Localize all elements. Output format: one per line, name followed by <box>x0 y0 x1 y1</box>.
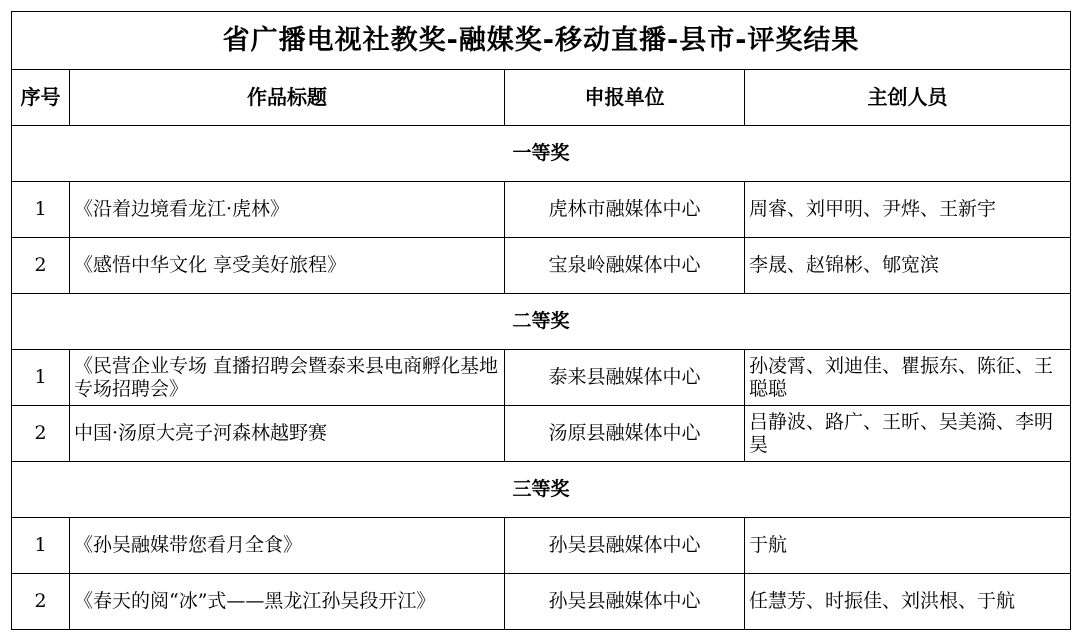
row-unit: 孙吴县融媒体中心 <box>505 518 745 574</box>
row-work-title: 《孙吴融媒带您看月全食》 <box>70 518 505 574</box>
row-unit: 宝泉岭融媒体中心 <box>505 238 745 294</box>
table-row <box>12 406 1071 462</box>
group-row-second-prize <box>12 294 1071 350</box>
table-row <box>12 574 1071 630</box>
group-row-third-prize <box>12 462 1071 518</box>
award-results-table <box>11 11 1071 630</box>
header-no: 序号 <box>12 70 70 126</box>
row-work-title: 《沿着边境看龙江·虎林》 <box>70 182 505 238</box>
row-no: 2 <box>12 406 70 462</box>
table-row <box>12 238 1071 294</box>
row-creators: 周睿、刘甲明、尹烨、王新宇 <box>745 182 1071 238</box>
table-title: 省广播电视社教奖-融媒奖-移动直播-县市-评奖结果 <box>12 12 1071 70</box>
row-no: 1 <box>12 518 70 574</box>
group-label: 二等奖 <box>12 294 1071 350</box>
row-unit: 孙吴县融媒体中心 <box>505 574 745 630</box>
table-row <box>12 182 1071 238</box>
row-no: 1 <box>12 350 70 406</box>
header-row <box>12 70 1071 126</box>
row-creators: 李晟、赵锦彬、郇宽滨 <box>745 238 1071 294</box>
row-no: 1 <box>12 182 70 238</box>
row-work-title: 《感悟中华文化 享受美好旅程》 <box>70 238 505 294</box>
table-row <box>12 350 1071 406</box>
title-row <box>12 12 1071 70</box>
header-unit: 申报单位 <box>505 70 745 126</box>
row-no: 2 <box>12 574 70 630</box>
row-no: 2 <box>12 238 70 294</box>
row-unit: 虎林市融媒体中心 <box>505 182 745 238</box>
row-creators: 孙凌霄、刘迪佳、瞿振东、陈征、王聪聪 <box>745 350 1071 406</box>
row-work-title: 《春天的阅“冰”式——黑龙江孙吴段开江》 <box>70 574 505 630</box>
row-creators: 于航 <box>745 518 1071 574</box>
group-label: 一等奖 <box>12 126 1071 182</box>
row-creators: 吕静波、路广、王昕、吴美漪、李明昊 <box>745 406 1071 462</box>
header-work-title: 作品标题 <box>70 70 505 126</box>
row-unit: 泰来县融媒体中心 <box>505 350 745 406</box>
row-unit: 汤原县融媒体中心 <box>505 406 745 462</box>
row-work-title: 中国·汤原大亮子河森林越野赛 <box>70 406 505 462</box>
table-row <box>12 518 1071 574</box>
row-work-title: 《民营企业专场 直播招聘会暨泰来县电商孵化基地专场招聘会》 <box>70 350 505 406</box>
group-row-first-prize <box>12 126 1071 182</box>
row-creators: 任慧芳、时振佳、刘洪根、于航 <box>745 574 1071 630</box>
group-label: 三等奖 <box>12 462 1071 518</box>
header-creators: 主创人员 <box>745 70 1071 126</box>
